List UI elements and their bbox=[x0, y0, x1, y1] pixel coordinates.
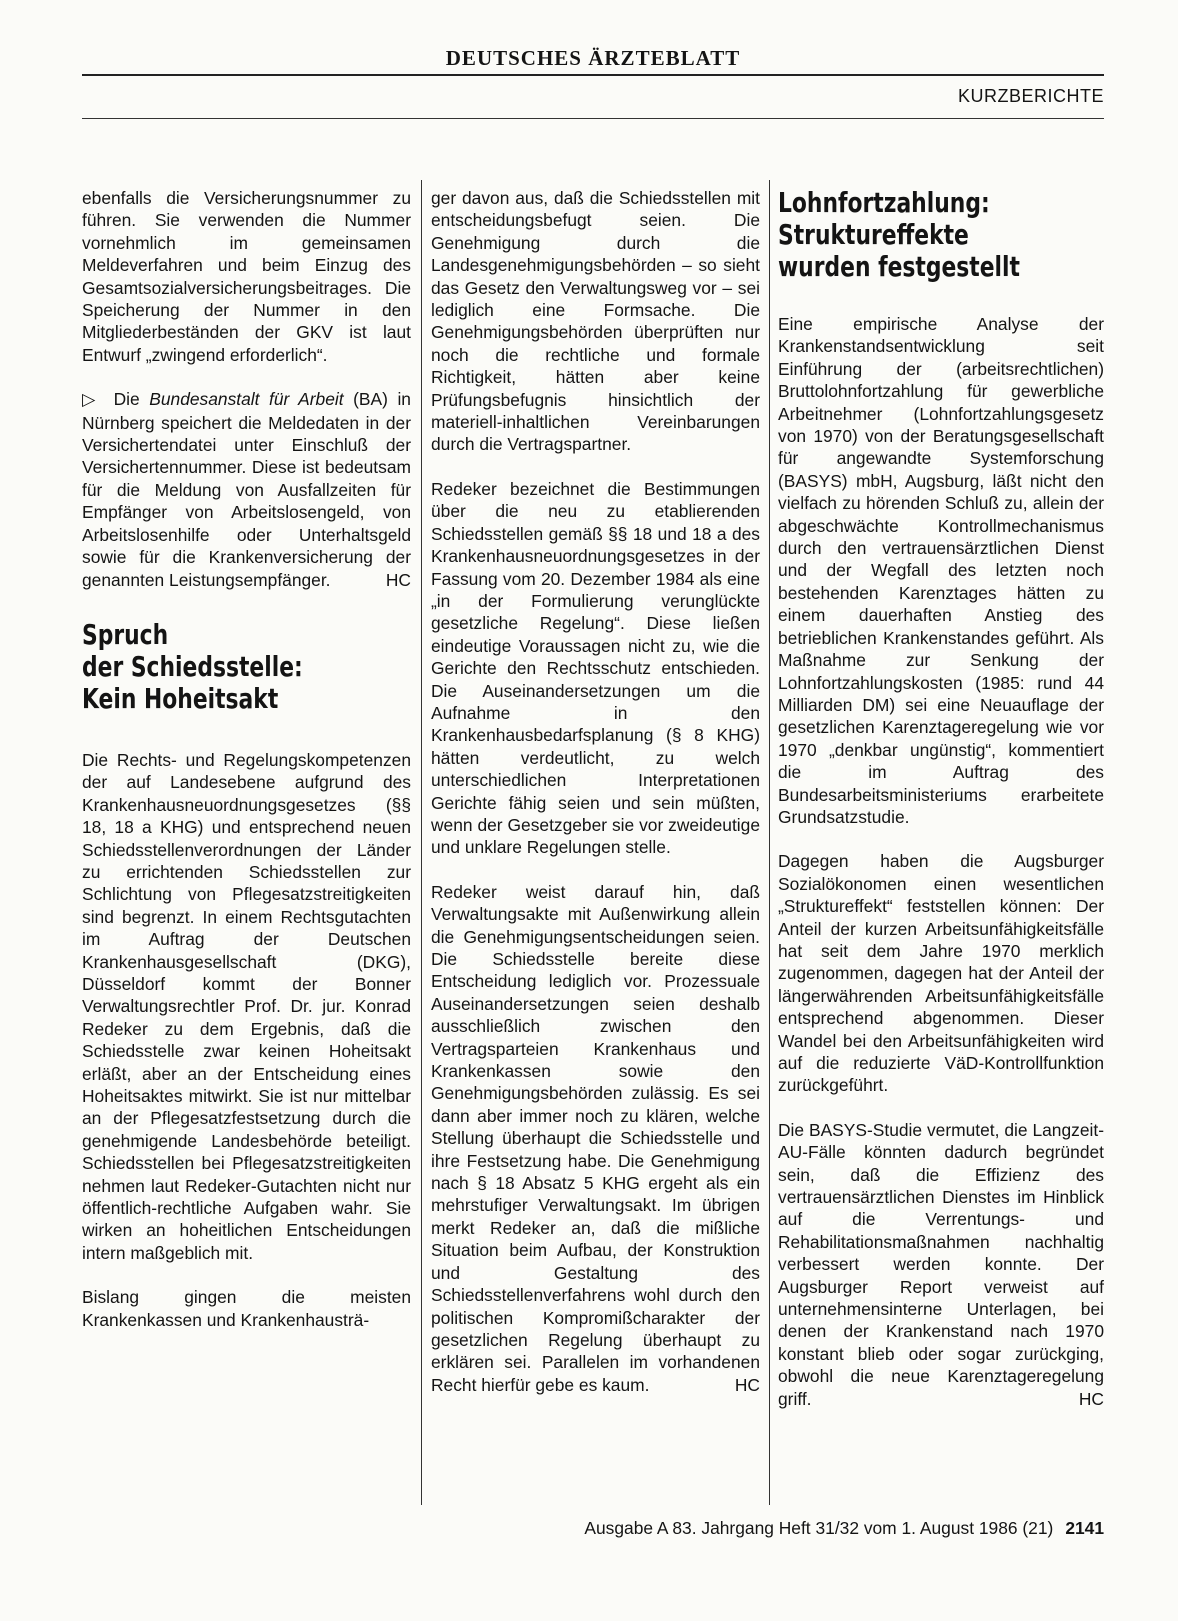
col1-paragraph-1: ebenfalls die Versicherungsnummer zu führen. Sie verwenden die Nummer vornehmlich im gemeinsamen Meldeverfahren und beim Einzug des Gesamtsozialversicherungsbeitrages. Die Speicherung der Nummer in den Mitgliederbeständen der GKV ist laut Entwurf „zwingend erforderlich“. bbox=[82, 188, 411, 365]
article-headline-lohnfortzahlung: Lohnfortzahlung: Struktureffekte wurden festgestellt bbox=[778, 186, 1020, 283]
column-1 bbox=[82, 187, 411, 1331]
article-headline-schiedsstelle: Spruch der Schiedsstelle: Kein Hoheitsakt bbox=[82, 617, 303, 715]
column-divider-1 bbox=[421, 180, 422, 1505]
author-initials: HC bbox=[1078, 1388, 1104, 1409]
col1-paragraph-3: Die Rechts- und Regelungskompetenzen der auf Landesebene aufgrund des Krankenhausneuordnungsgesetzes (§§ 18, 18 a KHG) und entsprechend neuen Schiedsstellenverordnungen der Länder zu errichtenden Schiedsstellen zur Schlichtung von Pflegesatzstreitigkeiten sind begrenzt. In einem Rechtsgutachten im Auftrag der Deutschen Krankenhausgesellschaft (DKG), Düsseldorf kommt der Bonner Verwaltungsrechtler Prof. Dr. jur. Konrad Redeker zu dem Ergebnis, daß die Schiedsstelle zwar keinen Hoheitsakt erläßt, aber an der Entscheidung eines Hoheitsaktes mitwirkt. Sie ist nur mittelbar an der Pflegesatzfestsetzung durch die genehmigende Landesbehörde beteiligt. Schiedsstellen bei Pflegesatzstreitigkeiten nehmen laut Redeker-Gutachten nicht nur öffentlich-rechtliche Aufgaben wahr. Sie wirken an hoheitlichen Entscheidungen intern maßgeblich mit. bbox=[82, 749, 411, 1263]
issue-info: Ausgabe A 83. Jahrgang Heft 31/32 vom 1. August 1986 (21) bbox=[584, 1518, 1054, 1538]
col3-paragraph-3: Die BASYS-Studie vermutet, die Langzeit-AU-Fälle könnten dadurch begründet sein, daß die Effizienz des vertrauensärztlichen Dienstes im Hinblick auf die Verrentungs- und Rehabilitationsmaßnahmen nachhaltig verbessert werden konnte. Der Augsburger Report verweist auf unternehmensinterne Unterlagen, bei denen der Krankenstand nach 1970 konstant blieb oder sogar zurückging, obwohl die neue Karenztageregelung griff. HC bbox=[778, 1119, 1104, 1409]
page-footer bbox=[584, 1518, 1104, 1539]
section-label: KURZBERICHTE bbox=[957, 86, 1104, 106]
author-initials: HC bbox=[385, 569, 411, 590]
col1-paragraph-2: ▷ Die Bundesanstalt für Arbeit (BA) in Nürnberg speichert die Meldedaten in der Versichertendatei unter Einschluß der Versichertennummer. Diese ist bedeutsam für die Meldung von Ausfallzeiten für Empfänger von Arbeitslosengeld, von Arbeitslosenhilfe oder Unterhaltsgeld sowie für die Krankenversicherung der genannten Leistungsempfänger. HC bbox=[82, 389, 411, 590]
col3-paragraph-1: Eine empirische Analyse der Krankenstandsentwicklung seit Einführung der (arbeitsrechtlichen) Bruttolohnfortzahlung für gewerbliche Arbeitnehmer (Lohnfortzahlungsgesetz von 1970) von der Beratungsgesellschaft für angewandte Systemforschung (BASYS) mbH, Augsburg, läßt nicht den vielfach zu hörenden Schluß zu, allein der abgeschwächte Kontrollmechanismus durch den vertrauensärztlichen Dienst und der Wegfall des letzten noch bestehenden Karenztages hätten zu einem dauerhaften Anstieg des betrieblichen Krankenstandes geführt. Als Maßnahme zur Senkung der Lohnfortzahlungskosten (1985: rund 44 Milliarden DM) sei eine Neuauflage der gesetzlichen Karenztageregelung wie vor 1970 „denkbar ungünstig“, kommentiert die im Auftrag des Bundesarbeitsministeriums erarbeitete Grundsatzstudie. bbox=[778, 314, 1104, 827]
column-3 bbox=[778, 187, 1104, 1410]
masthead-rule bbox=[82, 74, 1104, 76]
author-initials: HC bbox=[734, 1374, 760, 1395]
column-divider-2 bbox=[769, 180, 770, 1505]
col1-paragraph-4: Bislang gingen die meisten Krankenkassen und Krankenhausträ- bbox=[82, 1287, 411, 1330]
col3-paragraph-2: Dagegen haben die Augsburger Sozialökonomen einen wesentlichen „Struktureffekt“ feststellen können: Der Anteil der kurzen Arbeitsunfähigkeitsfälle hat seit dem Jahre 1970 merklich zugenommen, dagegen hat der Anteil der längerwährenden Arbeitsunfähigkeitsfälle entsprechend abgenommen. Dieser Wandel bei den Arbeitsunfähigkeiten wird auf die reduzierte VäD-Kontrollfunktion zurückgeführt. bbox=[778, 851, 1104, 1096]
col2-paragraph-1: ger davon aus, daß die Schiedsstellen mit entscheidungsbefugt seien. Die Genehmigung durch die Landesgenehmigungsbehörden – so sieht das Gesetz den Verwaltungsweg vor – sei lediglich eine Formsache. Die Genehmigungsbehörden überprüften nur noch die rechtliche und formale Richtigkeit, hätten aber keine Prüfungsbefugnis hinsichtlich der materiell-inhaltlichen Vereinbarungen durch die Vertragspartner. bbox=[431, 188, 760, 455]
masthead: DEUTSCHES ÄRZTEBLATT bbox=[445, 46, 741, 70]
header-rule bbox=[82, 118, 1104, 119]
triangle-marker-icon: ▷ bbox=[82, 390, 101, 411]
column-2 bbox=[431, 187, 760, 1396]
col2-paragraph-3: Redeker weist darauf hin, daß Verwaltungsakte mit Außenwirkung allein die Genehmigungsentscheidungen seien. Die Schiedsstelle bereite diese Entscheidung lediglich vor. Prozessuale Auseinandersetzungen seien deshalb ausschließlich zwischen den Vertragsparteien Krankenhaus und Krankenkassen sowie den Genehmigungsbehörden zulässig. Es sei dann aber immer noch zu klären, welche Stellung überhaupt die Schiedsstelle und ihre Festsetzung habe. Die Genehmigung nach § 18 Absatz 5 KHG ergeht als ein mehrstufiger Verwaltungsakt. Im übrigen merkt Redeker an, daß die mißliche Situation beim Aufbau, der Konstruktion und Gestaltung des Schiedsstellenverfahrens wohl durch den politischen Kompromißcharakter der gesetzlichen Regelung überhaupt zu erklären sei. Parallelen im vorhandenen Recht hierfür gebe es kaum. HC bbox=[431, 881, 760, 1395]
col2-paragraph-2: Redeker bezeichnet die Bestimmungen über die neu zu etablierenden Schiedsstellen gemäß §§ 18 und 18 a des Krankenhausneuordnungsgesetzes in der Fassung vom 20. Dezember 1984 als eine „in der Formulierung verunglückte gesetzliche Regelung“. Diese ließen eindeutige Voraussagen nicht zu, wie die Gerichte den Rechtsschutz entschieden. Die Auseinandersetzungen um die Aufnahme in den Krankenhausbedarfsplanung (§ 8 KHG) hätten verdeutlicht, zu welch unterschiedlichen Interpretationen Gerichte fähig seien und sein müßten, wenn der Gesetzgeber sie vor zweideutige und unklare Regelungen stelle. bbox=[431, 478, 760, 858]
institution-name: Bundesanstalt für Arbeit bbox=[149, 389, 344, 410]
page-number: 2141 bbox=[1065, 1518, 1104, 1538]
